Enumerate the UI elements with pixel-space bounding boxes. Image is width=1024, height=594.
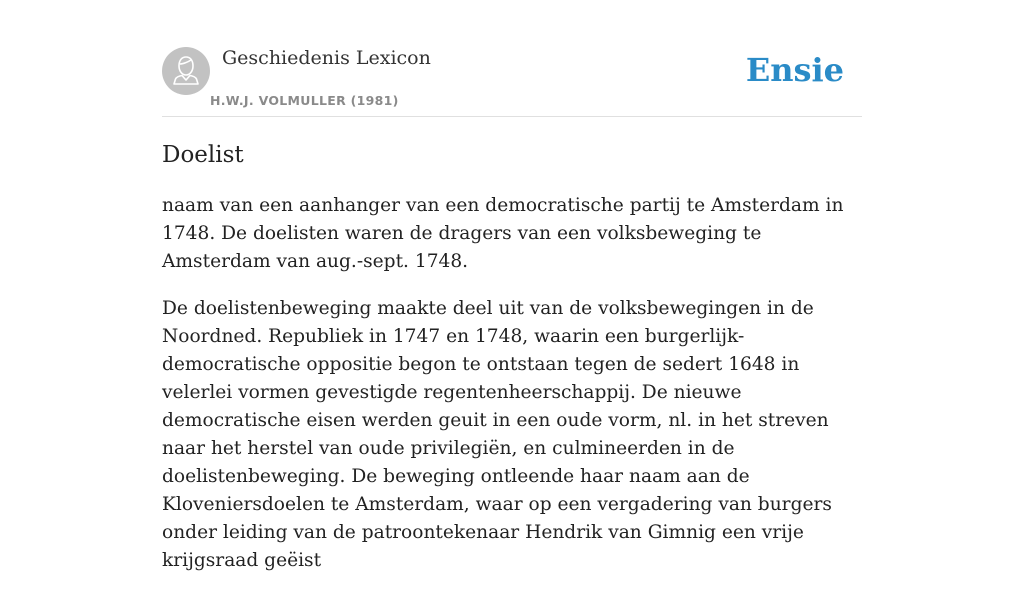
ensie-logo[interactable]: Ensie	[745, 51, 844, 89]
source-header	[162, 0, 862, 117]
source-title-link[interactable]: Geschiedenis Lexicon	[222, 47, 431, 69]
page-container	[162, 0, 862, 571]
entry-title: Doelist	[162, 142, 244, 168]
author-label: H.W.J. VOLMULLER (1981)	[210, 93, 399, 108]
entry-paragraph: De doelistenbeweging maakte deel uit van de volksbewegingen in de Noordned. Republiek in 1747 en 1748, waarin een burgerlijk-democratische oppositie begon te ontstaan tegen de sedert 1648 in velerlei vormen gevestigde regentenheerschappij. De nieuwe democratische eisen werden geuit in een oude vorm, nl. in het streven naar het herstel van oude privilegiën, en culmineerden in de doelistenbeweging. De beweging ontleende haar naam aan de Kloveniersdoelen te Amsterdam, waar op een vergadering van burgers onder leiding van de patroontekenaar Hendrik van Gimnig een vrije krijgsraad geëist	[162, 298, 832, 571]
entry-paragraph: naam van een aanhanger van een democratische partij te Amsterdam in 1748. De doelisten waren de dragers van een volksbeweging te Amsterdam van aug.-sept. 1748.	[162, 195, 844, 272]
entry-body	[162, 192, 862, 594]
user-silhouette-icon	[162, 47, 210, 95]
